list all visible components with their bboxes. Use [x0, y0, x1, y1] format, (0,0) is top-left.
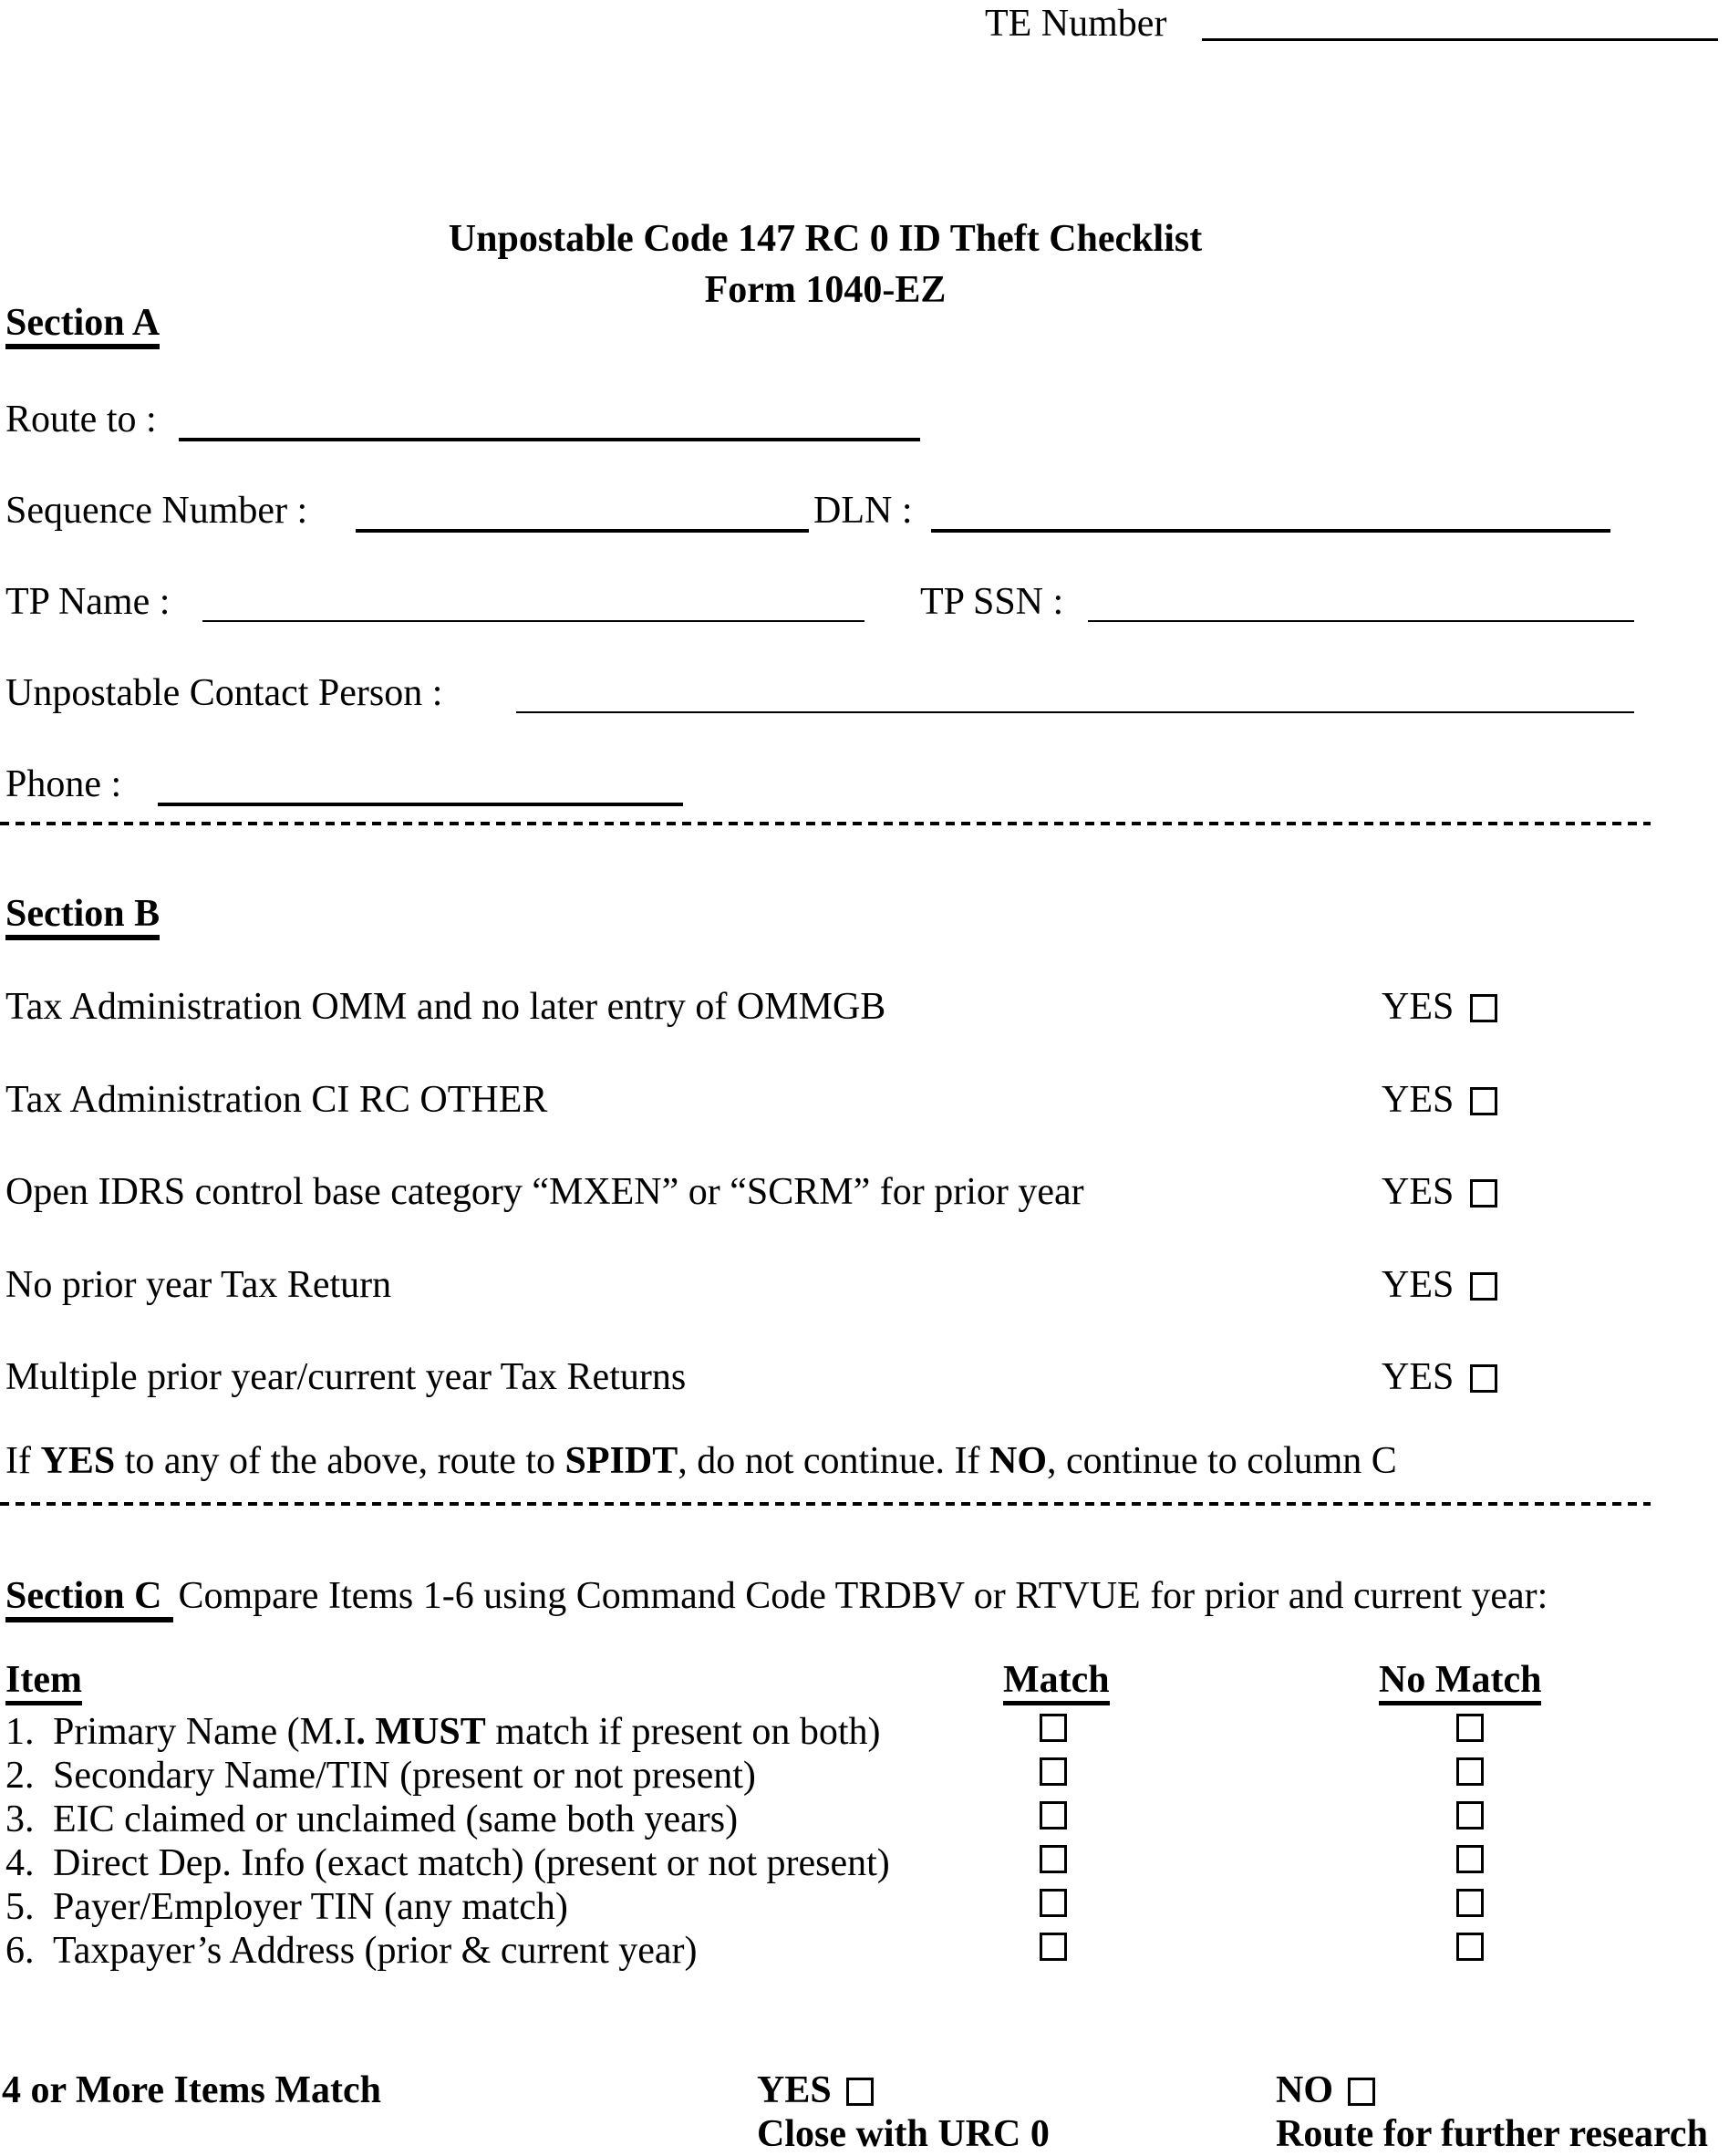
item-number: 6.	[5, 1930, 35, 1972]
item-label: Primary Name (M.I. MUST match if present on both)	[53, 1711, 881, 1753]
footer-yes-cell	[757, 2068, 874, 2112]
note-text-bold: YES	[40, 1440, 116, 1482]
section-b-yes-cell	[1382, 1263, 1497, 1307]
contact-person-label: Unpostable Contact Person :	[5, 672, 443, 714]
dln-field-line[interactable]	[931, 529, 1610, 533]
no-match-checkbox-1[interactable]	[1456, 1714, 1484, 1742]
section-b-heading: Section B	[5, 894, 160, 940]
no-match-checkbox-6[interactable]	[1456, 1933, 1484, 1961]
item-label: Taxpayer’s Address (prior & current year)	[53, 1930, 698, 1972]
form-title-line1: Unpostable Code 147 RC 0 ID Theft Checklist	[448, 218, 1203, 260]
section-b-yes-cell	[1382, 1078, 1497, 1122]
yes-label: YES	[1382, 1079, 1455, 1121]
section-b-routing-note	[5, 1439, 1397, 1483]
section-c-heading-text: Compare Items 1-6 using Command Code TRDBV or RTVUE for prior and current year:	[178, 1575, 1548, 1617]
section-b-item-label: Tax Administration OMM and no later entry of OMMGB	[5, 986, 886, 1028]
note-text: , do not continue. If	[678, 1440, 990, 1482]
dashed-divider-1	[0, 822, 1651, 825]
section-c-heading-row	[5, 1574, 1548, 1622]
yes-action-label: Close with URC 0	[757, 2113, 1050, 2155]
section-a-heading-row	[5, 301, 160, 349]
no-match-checkbox-5[interactable]	[1456, 1889, 1484, 1917]
item-number: 2.	[5, 1755, 35, 1797]
yes-label: YES	[1382, 1264, 1455, 1306]
match-checkbox-4[interactable]	[1040, 1845, 1067, 1873]
item-column-header: Item	[5, 1660, 82, 1705]
note-text: to any of the above, route to	[115, 1440, 565, 1482]
yes-label: YES	[1382, 1356, 1455, 1398]
yes-label: YES	[1382, 1171, 1455, 1213]
match-checkbox-6[interactable]	[1040, 1933, 1067, 1961]
yes-checkbox-5[interactable]	[1470, 1364, 1497, 1393]
yes-label: YES	[757, 2069, 832, 2111]
four-or-more-label: 4 or More Items Match	[2, 2069, 381, 2111]
note-text: If	[5, 1440, 41, 1482]
match-checkbox-3[interactable]	[1040, 1801, 1067, 1829]
section-b-heading-row	[5, 892, 160, 940]
four-or-more-no-checkbox[interactable]	[1348, 2078, 1375, 2106]
dashed-divider-2	[0, 1502, 1651, 1506]
item-number: 1.	[5, 1711, 35, 1753]
te-number-field-line[interactable]	[1202, 38, 1718, 41]
sequence-number-label: Sequence Number :	[5, 490, 308, 532]
note-text: , continue to column C	[1047, 1440, 1397, 1482]
section-b-yes-cell	[1382, 1355, 1497, 1399]
note-text-bold: NO	[989, 1440, 1048, 1482]
item-label: Direct Dep. Info (exact match) (present or not present)	[53, 1842, 890, 1884]
yes-checkbox-4[interactable]	[1470, 1272, 1497, 1301]
sequence-number-field-line[interactable]	[356, 529, 809, 533]
section-c-heading: Section C	[5, 1576, 173, 1622]
yes-checkbox-1[interactable]	[1470, 994, 1497, 1022]
section-a-heading: Section A	[5, 303, 160, 349]
section-b-item-label: Open IDRS control base category “MXEN” or “SCRM” for prior year	[5, 1171, 1084, 1213]
no-action-label: Route for further research	[1276, 2113, 1708, 2155]
item-number: 5.	[5, 1886, 35, 1928]
note-text-bold: SPIDT	[564, 1440, 678, 1482]
footer-no-cell	[1276, 2068, 1375, 2112]
te-number-row	[985, 2, 1166, 46]
tp-name-label: TP Name :	[5, 581, 171, 623]
item-number: 3.	[5, 1798, 35, 1840]
match-checkbox-1[interactable]	[1040, 1714, 1067, 1742]
no-match-checkbox-3[interactable]	[1456, 1801, 1484, 1829]
route-to-label: Route to :	[5, 399, 157, 441]
item-label: Payer/Employer TIN (any match)	[53, 1886, 568, 1928]
no-label: NO	[1276, 2069, 1333, 2111]
section-b-yes-cell	[1382, 1170, 1497, 1214]
te-number-label: TE Number	[985, 3, 1167, 45]
tp-ssn-label: TP SSN :	[920, 581, 1064, 623]
yes-checkbox-2[interactable]	[1470, 1087, 1497, 1115]
four-or-more-yes-checkbox[interactable]	[846, 2078, 874, 2106]
phone-label: Phone :	[5, 763, 122, 805]
section-b-item-label: No prior year Tax Return	[5, 1264, 392, 1306]
match-checkbox-2[interactable]	[1040, 1757, 1067, 1786]
match-checkbox-5[interactable]	[1040, 1889, 1067, 1917]
yes-label: YES	[1382, 986, 1455, 1028]
dln-label: DLN :	[813, 490, 913, 532]
match-column-header: Match	[1003, 1660, 1110, 1705]
form-title	[0, 213, 1651, 316]
section-b-item-label: Tax Administration CI RC OTHER	[5, 1079, 548, 1121]
item-label: EIC claimed or unclaimed (same both years)	[53, 1798, 739, 1840]
item-label: Secondary Name/TIN (present or not present)	[53, 1755, 756, 1797]
tp-ssn-field-line[interactable]	[1088, 620, 1634, 622]
section-b-yes-cell	[1382, 985, 1497, 1029]
yes-checkbox-3[interactable]	[1470, 1179, 1497, 1208]
form-title-line2: Form 1040-EZ	[704, 269, 947, 311]
no-match-checkbox-4[interactable]	[1456, 1845, 1484, 1873]
section-b-item-label: Multiple prior year/current year Tax Returns	[5, 1356, 687, 1398]
tp-name-field-line[interactable]	[202, 620, 864, 622]
no-match-column-header: No Match	[1379, 1660, 1541, 1705]
no-match-checkbox-2[interactable]	[1456, 1757, 1484, 1786]
route-to-field-line[interactable]	[179, 438, 920, 441]
item-number: 4.	[5, 1842, 35, 1884]
phone-field-line[interactable]	[158, 803, 683, 806]
contact-person-field-line[interactable]	[516, 711, 1634, 713]
